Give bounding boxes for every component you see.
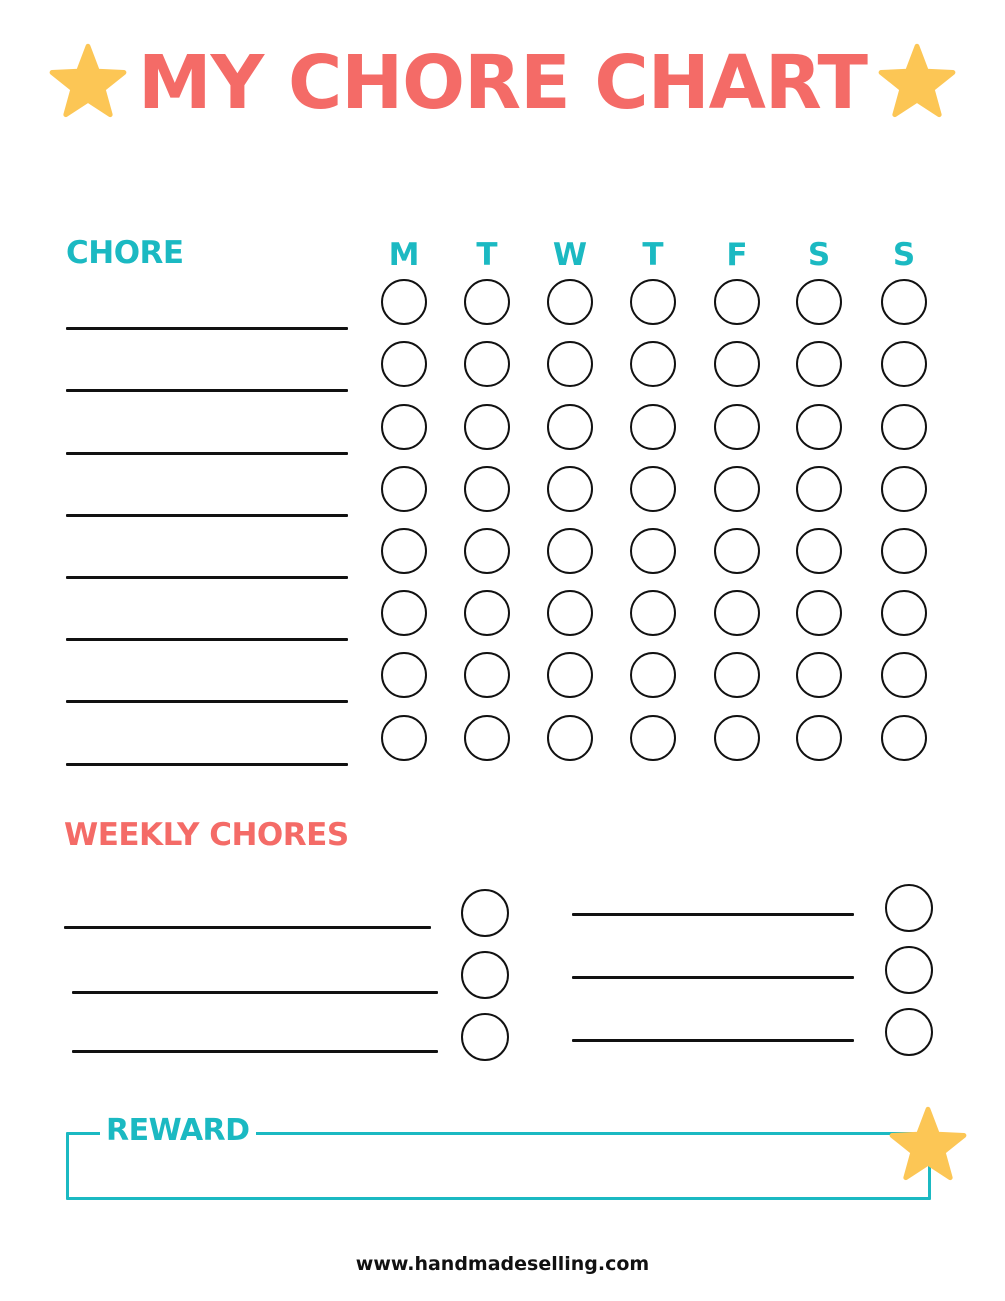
- day-checkbox-circle[interactable]: [464, 652, 510, 698]
- weekly-chore-write-line[interactable]: [572, 1039, 854, 1042]
- day-checkbox-circle[interactable]: [796, 715, 842, 761]
- day-checkbox-circle[interactable]: [547, 279, 593, 325]
- day-checkbox-circle[interactable]: [796, 341, 842, 387]
- day-checkbox-circle[interactable]: [714, 341, 760, 387]
- day-checkbox-circle[interactable]: [881, 279, 927, 325]
- day-checkbox-circle[interactable]: [881, 715, 927, 761]
- day-checkbox-circle[interactable]: [547, 528, 593, 574]
- day-checkbox-circle[interactable]: [881, 528, 927, 574]
- day-checkbox-circle[interactable]: [881, 652, 927, 698]
- day-checkbox-circle[interactable]: [381, 528, 427, 574]
- day-checkbox-circle[interactable]: [796, 466, 842, 512]
- chore-column-heading: CHORE: [66, 235, 184, 271]
- weekly-chore-write-line[interactable]: [72, 991, 438, 994]
- day-checkbox-circle[interactable]: [796, 652, 842, 698]
- day-checkbox-circle[interactable]: [381, 341, 427, 387]
- day-checkbox-circle[interactable]: [464, 279, 510, 325]
- weekly-chore-write-line[interactable]: [572, 913, 854, 916]
- day-checkbox-circle[interactable]: [547, 590, 593, 636]
- weekly-chore-write-line[interactable]: [572, 976, 854, 979]
- day-header: M: [388, 237, 420, 273]
- day-header: S: [807, 237, 831, 273]
- day-checkbox-circle[interactable]: [714, 590, 760, 636]
- day-checkbox-circle[interactable]: [714, 528, 760, 574]
- day-checkbox-circle[interactable]: [547, 466, 593, 512]
- day-checkbox-circle[interactable]: [547, 715, 593, 761]
- day-checkbox-circle[interactable]: [464, 590, 510, 636]
- page-title: MY CHORE CHART: [137, 40, 868, 126]
- day-header: S: [892, 237, 916, 273]
- day-checkbox-circle[interactable]: [381, 715, 427, 761]
- weekly-checkbox-circle[interactable]: [885, 1008, 933, 1056]
- day-checkbox-circle[interactable]: [464, 466, 510, 512]
- day-checkbox-circle[interactable]: [381, 404, 427, 450]
- star-icon: [48, 43, 128, 123]
- day-checkbox-circle[interactable]: [630, 466, 676, 512]
- star-icon: [877, 43, 957, 123]
- weekly-checkbox-circle[interactable]: [885, 946, 933, 994]
- day-checkbox-circle[interactable]: [547, 404, 593, 450]
- weekly-chore-write-line[interactable]: [64, 926, 431, 929]
- day-checkbox-circle[interactable]: [630, 652, 676, 698]
- day-header: T: [476, 237, 498, 273]
- day-checkbox-circle[interactable]: [547, 652, 593, 698]
- day-checkbox-circle[interactable]: [381, 279, 427, 325]
- day-checkbox-circle[interactable]: [714, 715, 760, 761]
- chore-write-line[interactable]: [66, 452, 348, 455]
- weekly-chore-write-line[interactable]: [72, 1050, 438, 1053]
- day-checkbox-circle[interactable]: [630, 715, 676, 761]
- day-checkbox-circle[interactable]: [464, 528, 510, 574]
- chore-write-line[interactable]: [66, 700, 348, 703]
- reward-label: REWARD: [100, 1116, 256, 1146]
- day-checkbox-circle[interactable]: [381, 466, 427, 512]
- weekly-checkbox-circle[interactable]: [885, 884, 933, 932]
- day-checkbox-circle[interactable]: [547, 341, 593, 387]
- star-icon: [888, 1106, 968, 1186]
- weekly-chores-heading: WEEKLY CHORES: [64, 817, 349, 853]
- day-checkbox-circle[interactable]: [630, 528, 676, 574]
- day-checkbox-circle[interactable]: [464, 715, 510, 761]
- day-header: F: [726, 237, 748, 273]
- chore-write-line[interactable]: [66, 576, 348, 579]
- day-checkbox-circle[interactable]: [881, 404, 927, 450]
- weekly-checkbox-circle[interactable]: [461, 889, 509, 937]
- chore-write-line[interactable]: [66, 389, 348, 392]
- day-checkbox-circle[interactable]: [796, 404, 842, 450]
- chore-write-line[interactable]: [66, 638, 348, 641]
- day-checkbox-circle[interactable]: [796, 528, 842, 574]
- day-checkbox-circle[interactable]: [381, 590, 427, 636]
- weekly-checkbox-circle[interactable]: [461, 951, 509, 999]
- day-checkbox-circle[interactable]: [464, 404, 510, 450]
- day-checkbox-circle[interactable]: [630, 404, 676, 450]
- day-checkbox-circle[interactable]: [714, 652, 760, 698]
- day-header: T: [642, 237, 664, 273]
- title-bar: [0, 28, 1005, 138]
- day-checkbox-circle[interactable]: [630, 341, 676, 387]
- chore-write-line[interactable]: [66, 327, 348, 330]
- day-checkbox-circle[interactable]: [464, 341, 510, 387]
- day-checkbox-circle[interactable]: [796, 279, 842, 325]
- day-checkbox-circle[interactable]: [881, 590, 927, 636]
- day-checkbox-circle[interactable]: [714, 466, 760, 512]
- day-checkbox-circle[interactable]: [796, 590, 842, 636]
- footer-url: www.handmadeselling.com: [355, 1253, 650, 1275]
- day-checkbox-circle[interactable]: [630, 590, 676, 636]
- day-checkbox-circle[interactable]: [714, 404, 760, 450]
- day-header: W: [552, 237, 588, 273]
- day-checkbox-circle[interactable]: [881, 466, 927, 512]
- day-checkbox-circle[interactable]: [881, 341, 927, 387]
- chore-write-line[interactable]: [66, 514, 348, 517]
- weekly-checkbox-circle[interactable]: [461, 1013, 509, 1061]
- day-checkbox-circle[interactable]: [630, 279, 676, 325]
- chore-write-line[interactable]: [66, 763, 348, 766]
- day-checkbox-circle[interactable]: [714, 279, 760, 325]
- day-checkbox-circle[interactable]: [381, 652, 427, 698]
